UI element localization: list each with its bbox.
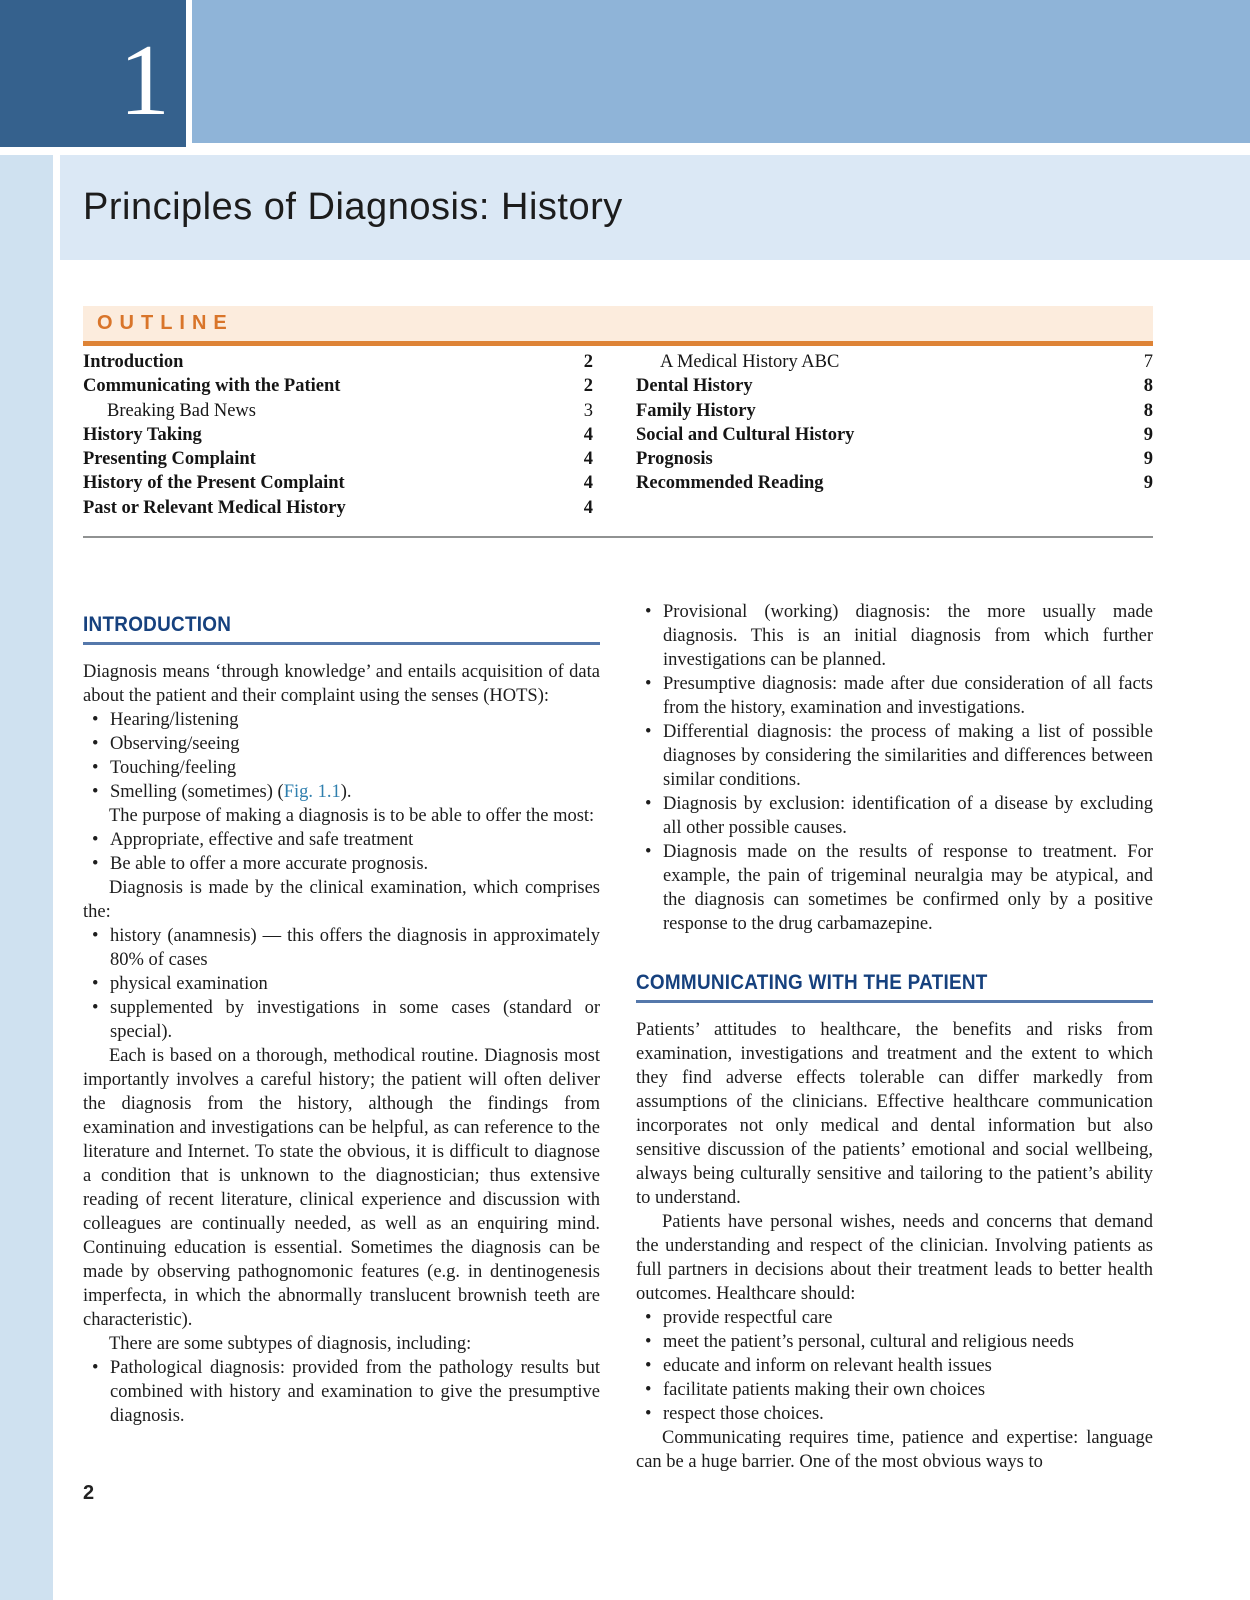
outline-panel: [83, 306, 1153, 520]
toc-row: [636, 374, 1153, 398]
toc-page-number: 8: [1143, 376, 1153, 397]
toc-row: [83, 471, 593, 495]
bullet-item: • Hearing/listening: [83, 708, 600, 732]
section-heading-rule: [636, 1000, 1153, 1003]
bullet-item: • Provisional (working) diagnosis: the more usually made diagnosis. This is an initial diagnosis from which further investigations can be planned.: [636, 600, 1153, 672]
toc-label: Dental History: [636, 376, 753, 397]
paragraph: There are some subtypes of diagnosis, including:: [109, 1334, 472, 1354]
bullet-item: • history (anamnesis) — this offers the diagnosis in approximately 80% of cases: [83, 924, 600, 972]
chapter-tab: [0, 0, 186, 147]
toc-label: Introduction: [83, 352, 184, 372]
toc-page-number: 9: [1143, 449, 1153, 470]
bullet-text: Smelling (sometimes) (: [110, 782, 284, 802]
toc-label: Past or Relevant Medical History: [83, 497, 346, 518]
top-band: [192, 0, 1250, 143]
toc-page-number: 7: [1143, 352, 1153, 372]
chapter-title: Principles of Diagnosis: History: [83, 186, 623, 228]
toc-page-number: 4: [583, 473, 593, 494]
outline-heading-label: OUTLINE: [97, 312, 234, 334]
paragraph: Patients have personal wishes, needs and concerns that demand the understanding and respect of the clinician. Involving patients as full partners in decisions about their treatment leads to better health outcomes. Healthcare should:: [636, 1212, 1153, 1304]
bullet-item: • supplemented by investigations in some cases (standard or special).: [83, 996, 600, 1044]
section-heading-introduction: INTRODUCTION: [83, 612, 232, 636]
toc-label: History of the Present Complaint: [83, 473, 345, 494]
toc-label: History Taking: [83, 424, 202, 445]
toc-label: Presenting Complaint: [83, 449, 256, 470]
toc-row: [636, 471, 1153, 495]
bullet-item: • facilitate patients making their own choices: [636, 1378, 1153, 1402]
section-heading-communicating: COMMUNICATING WITH THE PATIENT: [636, 970, 988, 994]
paragraph: The purpose of making a diagnosis is to be able to offer the most:: [109, 806, 595, 826]
outline-columns: [83, 350, 1153, 520]
figure-1-1-link[interactable]: Fig. 1.1: [283, 782, 341, 802]
toc-page-number: 2: [583, 352, 593, 372]
toc-row: [83, 350, 593, 374]
toc-row: [83, 447, 593, 471]
left-margin-stripe: [0, 155, 53, 1600]
toc-page-number: 4: [583, 497, 593, 518]
toc-row: [636, 350, 1153, 374]
section-heading-rule: [83, 642, 600, 645]
bullet-item: • Appropriate, effective and safe treatment: [83, 828, 600, 852]
chapter-title-banner: [60, 155, 1250, 260]
bullet-item: • Diagnosis by exclusion: identification of a disease by excluding all other possible causes.: [636, 792, 1153, 840]
toc-label: Communicating with the Patient: [83, 376, 341, 397]
paragraph: Diagnosis means ‘through knowledge’ and entails acquisition of data about the patient and their complaint using the senses (HOTS):: [83, 662, 600, 706]
bullet-item: [83, 780, 600, 804]
outline-rule: [83, 341, 1153, 346]
toc-label: Family History: [636, 400, 756, 421]
bullet-item: • Touching/feeling: [83, 756, 600, 780]
bullet-item: • Observing/seeing: [83, 732, 600, 756]
bullet-item: • Pathological diagnosis: provided from the pathology results but combined with history and examination to give the presumptive diagnosis.: [83, 1356, 600, 1428]
toc-label: Prognosis: [636, 449, 713, 470]
toc-page-number: 4: [583, 449, 593, 470]
toc-label: Social and Cultural History: [636, 424, 855, 445]
bullet-item: • respect those choices.: [636, 1402, 1153, 1426]
bullet-text: ).: [340, 782, 352, 802]
body-column-left: [83, 600, 600, 1428]
toc-page-number: 9: [1143, 473, 1153, 494]
toc-row: [83, 399, 593, 423]
outline-header: [83, 306, 1153, 341]
paragraph: Communicating requires time, patience and expertise: language can be a huge barrier. One of the most obvious ways to: [636, 1428, 1153, 1472]
page-number: 2: [83, 1482, 95, 1504]
toc-row: [83, 423, 593, 447]
toc-row: [636, 447, 1153, 471]
outline-column-left: [83, 350, 593, 520]
bullet-item: • physical examination: [83, 972, 600, 996]
toc-row: [83, 374, 593, 398]
paragraph: Each is based on a thorough, methodical routine. Diagnosis most importantly involves a careful history; the patient will often deliver the diagnosis from the history, although the findings from examination and investigations can be helpful, as can reference to the literature and Internet. To state the obvious, it is difficult to diagnose a condition that is unknown to the diagnostician; thus extensive reading of recent literature, clinical experience and discussion with colleagues are continually needed, as well as an enquiring mind. Continuing education is essential. Sometimes the diagnosis can be made by observing pathognomonic features (e.g. in dentinogenesis imperfecta, in which the abnormally translucent brownish teeth are characteristic).: [83, 1046, 600, 1330]
outline-bottom-rule: [83, 536, 1153, 538]
toc-page-number: 3: [583, 400, 593, 421]
bullet-item: • Diagnosis made on the results of response to treatment. For example, the pain of trigeminal neuralgia may be atypical, and the diagnosis can sometimes be confirmed only by a positive response to the drug carbamazepine.: [636, 840, 1153, 936]
toc-label: Breaking Bad News: [107, 400, 256, 421]
toc-label: Recommended Reading: [636, 473, 824, 494]
paragraph: Patients’ attitudes to healthcare, the benefits and risks from examination, investigations and treatment and the extent to which they find adverse effects tolerable can differ markedly from assumptions of the clinicians. Effective healthcare communication incorporates not only medical and dental information but also sensitive discussion of the patients’ emotional and social wellbeing, always being culturally sensitive and tailoring to the patient’s ability to understand.: [636, 1020, 1153, 1208]
outline-column-right: [636, 350, 1153, 520]
chapter-number: 1: [119, 23, 170, 137]
bullet-item: • Be able to offer a more accurate prognosis.: [83, 852, 600, 876]
toc-row: [636, 423, 1153, 447]
bullet-item: • meet the patient’s personal, cultural and religious needs: [636, 1330, 1153, 1354]
toc-page-number: 4: [583, 424, 593, 445]
paragraph: Diagnosis is made by the clinical examination, which comprises the:: [83, 878, 600, 922]
bullet-item: • provide respectful care: [636, 1306, 1153, 1330]
bullet-item: • Presumptive diagnosis: made after due consideration of all facts from the history, examination and investigations.: [636, 672, 1153, 720]
toc-row: [636, 399, 1153, 423]
toc-page-number: 9: [1143, 424, 1153, 445]
bullet-item: • Differential diagnosis: the process of making a list of possible diagnoses by considering the similarities and differences between similar conditions.: [636, 720, 1153, 792]
bullet-item: • educate and inform on relevant health issues: [636, 1354, 1153, 1378]
toc-row: [83, 496, 593, 520]
toc-label: A Medical History ABC: [660, 352, 840, 372]
body-column-right: [636, 600, 1153, 1474]
toc-page-number: 8: [1143, 400, 1153, 421]
toc-page-number: 2: [583, 376, 593, 397]
